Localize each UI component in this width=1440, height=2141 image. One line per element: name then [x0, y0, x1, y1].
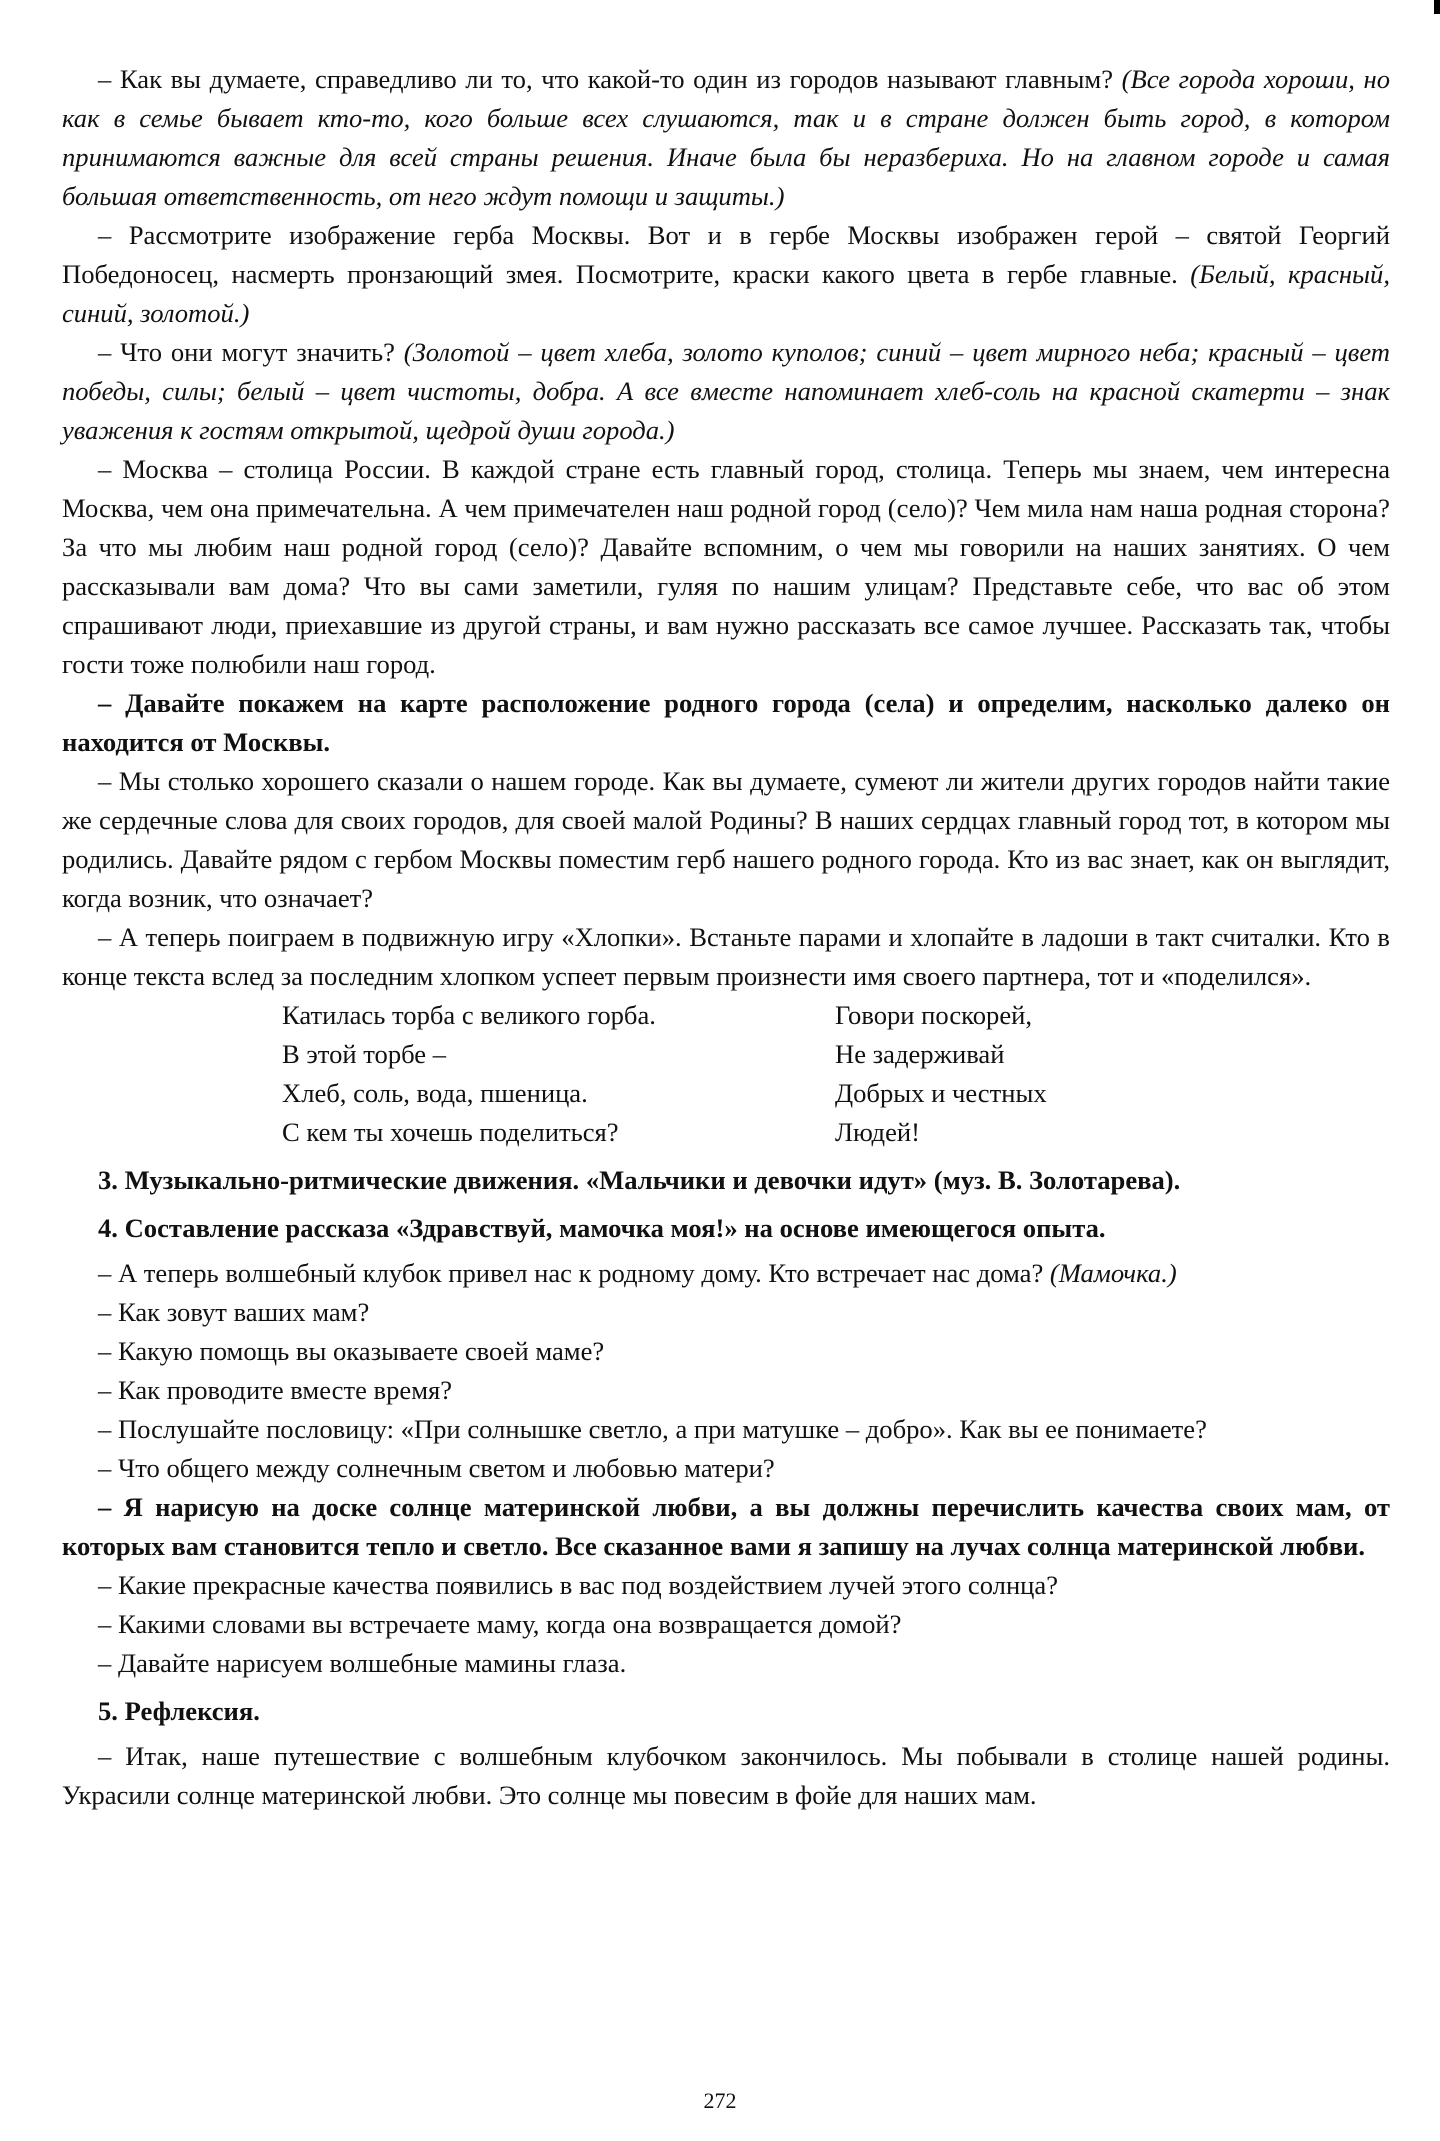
line-text: – Какую помощь вы оказываете своей маме? [98, 1336, 605, 1366]
page-number: 272 [703, 2088, 737, 2113]
paragraph-text: – Давайте покажем на карте расположение родного города (села) и определим, насколько далеко он находится от Москвы. [62, 688, 1390, 757]
line-help [62, 1332, 1390, 1371]
section-heading-story: 4. Составление рассказа «Здравствуй, мамочка моя!» на основе имеющегося опыта. [98, 1213, 1106, 1243]
page-body [62, 60, 1390, 1815]
line-sunlight-love [62, 1449, 1390, 1488]
paragraph-colors-meaning [62, 333, 1390, 450]
line-draw-eyes [62, 1644, 1390, 1683]
paragraph-text: – А теперь поиграем в подвижную игру «Хлопки». Встаньте парами и хлопайте в ладоши в такт считалки. Кто в конце текста вслед за последним хлопком успеет первым произнести имя своего партнера, тот и «поделился». [62, 922, 1390, 991]
rhyme-column-right [835, 996, 1047, 1152]
line-text: – Какими словами вы встречаете маму, когда она возвращается домой? [98, 1609, 902, 1639]
rhyme-line: Говори поскорей, [835, 1000, 1033, 1030]
rhyme-line: В этой торбе – [282, 1039, 447, 1069]
paragraph-coat-of-arms [62, 216, 1390, 333]
paragraph-moscow-capital [62, 450, 1390, 684]
section-heading-music: 3. Музыкально-ритмические движения. «Мальчики и девочки идут» (муз. В. Золотарева). [98, 1165, 1181, 1195]
paragraph-map [62, 684, 1390, 762]
paragraph-text: – Москва – столица России. В каждой стране есть главный город, столица. Теперь мы знаем, чем интересна Москва, чем она примечательна. А чем примечателен наш родной город (село)? Чем мила нам наша родная сторона? За что мы любим наш родной город (село)? Давайте вспомним, о чем мы говорили на наших занятиях. О чем рассказывали вам дома? Что вы сами заметили, гуляя по нашим улицам? Представьте себе, что вас об этом спрашивают люди, приехавшие из другой страны, и вам нужно рассказать все самое лучшее. Рассказать так, чтобы гости тоже полюбили наш город. [62, 454, 1390, 679]
rhyme-column-left [282, 996, 835, 1152]
paragraph-answer: (Белый, красный, синий, золотой.) [62, 259, 1390, 328]
paragraph-text: – Рассмотрите изображение герба Москвы. Вот и в гербе Москвы изображен герой – святой Георгий Победоносец, насмерть пронзающий змея. Посмотрите, краски какого цвета в гербе главные. [62, 220, 1390, 289]
paragraph-answer: (Все города хороши, но как в семье бывает кто-то, кого больше всех слушаются, так и в стране должен быть город, в котором принимаются важные для всей страны решения. Иначе была бы неразбериха. Но на главном городе и самая большая ответственность, от него ждут помощи и защиты.) [62, 64, 1390, 211]
line-text: – Давайте нарисуем волшебные мамины глаза. [98, 1648, 627, 1678]
line-text: – Как зовут ваших мам? [98, 1297, 370, 1327]
paragraph-text: – Мы столько хорошего сказали о нашем городе. Как вы думаете, сумеют ли жители других городов найти такие же сердечные слова для своих городов, для своей малой Родины? В наших сердцах главный город тот, в котором мы родились. Давайте рядом с гербом Москвы поместим герб нашего родного города. Кто из вас знает, как он выглядит, когда возник, что означает? [62, 766, 1390, 913]
section-heading-reflection: 5. Рефлексия. [98, 1696, 260, 1726]
line-text: – Послушайте пословицу: «При солнышке светло, а при матушке – добро». Как вы ее понимаете? [98, 1414, 1207, 1444]
paragraph-our-city [62, 762, 1390, 918]
line-text: – Я нарисую на доске солнце материнской любви, а вы должны перечислить качества своих мам, от которых вам становится тепло и светло. Все сказанное вами я запишу на лучах солнца материнской любви. [62, 1492, 1390, 1561]
line-moms-names [62, 1293, 1390, 1332]
paragraph-reflection: – Итак, наше путешествие с волшебным клубочком закончилось. Мы побывали в столице нашей родины. Украсили солнце материнской любви. Это солнце мы повесим в фойе для наших мам. [62, 1741, 1390, 1810]
rhyme-line: Людей! [835, 1117, 920, 1147]
rhyme-line: Хлеб, соль, вода, пшеница. [282, 1078, 588, 1108]
line-text: – А теперь волшебный клубок привел нас к родному дому. Кто встречает нас дома? [98, 1258, 1050, 1288]
rhyme-line: С кем ты хочешь поделиться? [282, 1117, 619, 1147]
counting-rhyme [282, 996, 1390, 1152]
line-magic-ball [62, 1254, 1390, 1293]
line-qualities [62, 1566, 1390, 1605]
line-text: – Что общего между солнечным светом и любовью матери? [98, 1453, 775, 1483]
paragraph-game [62, 918, 1390, 996]
line-text: – Какие прекрасные качества появились в вас под воздействием лучей этого солнца? [98, 1570, 1059, 1600]
paragraph-text: – Как вы думаете, справедливо ли то, что какой-то один из городов называют главным? [98, 64, 1122, 94]
line-greeting [62, 1605, 1390, 1644]
rhyme-line: Добрых и честных [835, 1078, 1047, 1108]
scan-edge-mark [1434, 0, 1440, 14]
paragraph-main-city [62, 60, 1390, 216]
paragraph-answer: (Золотой – цвет хлеба, золото куполов; синий – цвет мирного неба; красный – цвет победы, силы; белый – цвет чистоты, добра. А все вместе напоминает хлеб-соль на красной скатерти – знак уважения к гостям открытой, щедрой души города.) [62, 337, 1390, 445]
line-proverb [62, 1410, 1390, 1449]
line-time-together [62, 1371, 1390, 1410]
rhyme-line: Не задерживай [835, 1039, 1005, 1069]
line-draw-sun [62, 1488, 1390, 1566]
line-answer: (Мамочка.) [1049, 1258, 1177, 1288]
rhyme-line: Катилась торба с великого горба. [282, 1000, 656, 1030]
paragraph-text: – Что они могут значить? [98, 337, 404, 367]
line-text: – Как проводите вместе время? [98, 1375, 453, 1405]
